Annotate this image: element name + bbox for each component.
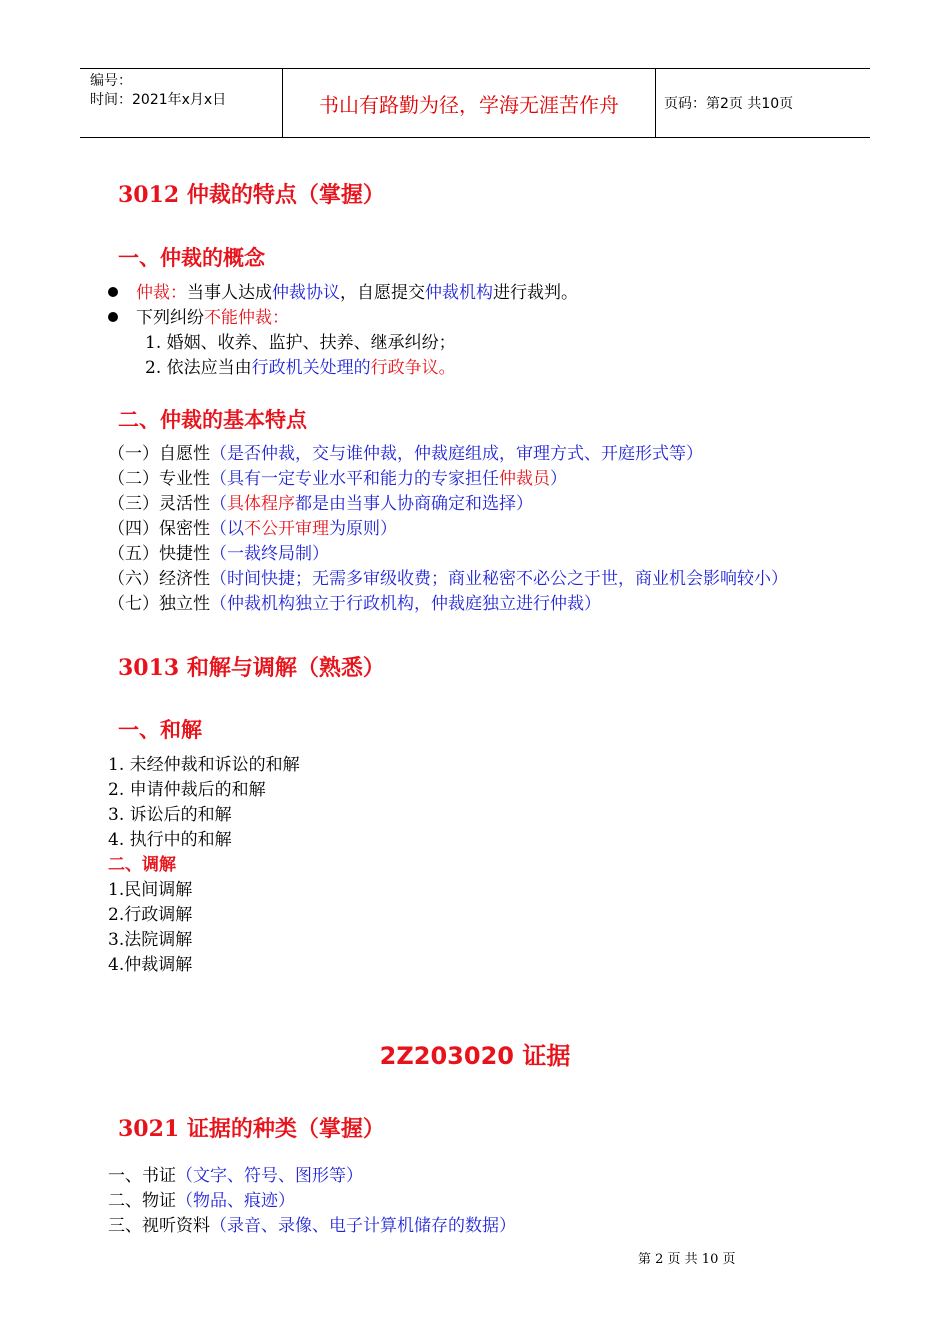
bullet-arbitration-definition xyxy=(108,281,578,306)
list-item: 1.民间调解 xyxy=(108,880,193,900)
term-institution: 仲裁机构 xyxy=(425,283,493,303)
bullet-dot-icon xyxy=(108,287,118,297)
section-3021-title: 3021 证据的种类（掌握） xyxy=(118,1116,385,1142)
text: 进行裁判。 xyxy=(493,283,578,303)
feature-row xyxy=(108,592,788,617)
text-blue: 行政机关处理的 xyxy=(251,358,371,378)
evidence-detail: （录音、录像、电子计算机储存的数据） xyxy=(210,1216,516,1236)
feature-detail: 都是由当事人协商确定和选择 xyxy=(295,494,516,514)
feature-label: （三）灵活性 xyxy=(108,494,210,514)
list-item: 3.法院调解 xyxy=(108,930,193,950)
list-item xyxy=(145,356,456,381)
evidence-label: 一、书证 xyxy=(108,1166,176,1186)
evidence-detail: （物品、痕迹） xyxy=(176,1191,295,1211)
page-header xyxy=(80,68,870,138)
mediation-heading: 二、调解 xyxy=(108,855,176,875)
text: ，自愿提交 xyxy=(340,283,425,303)
list-item: 1. 婚姻、收养、监护、扶养、继承纠纷； xyxy=(145,333,456,353)
list-item: 3. 诉讼后的和解 xyxy=(108,805,232,825)
evidence-label: 三、视听资料 xyxy=(108,1216,210,1236)
header-divider-right xyxy=(655,69,656,137)
paren-open: （ xyxy=(210,469,227,489)
chapter-title: 2Z203020 证据 xyxy=(379,1042,571,1070)
bullet-dot-icon xyxy=(108,312,118,322)
evidence-detail: （文字、符号、图形等） xyxy=(176,1166,363,1186)
list-item: 2.行政调解 xyxy=(108,905,193,925)
evidence-label: 二、物证 xyxy=(108,1191,176,1211)
paren-close: ） xyxy=(380,519,397,539)
text-red: 行政争议。 xyxy=(370,358,456,378)
feature-row xyxy=(108,467,788,492)
evidence-row xyxy=(108,1189,516,1214)
paren-close: ） xyxy=(312,544,329,564)
feature-row xyxy=(108,492,788,517)
text: 当事人达成 xyxy=(187,283,272,303)
bullet-non-arbitrable xyxy=(108,306,289,331)
feature-detail: 时间快捷；无需多审级收费；商业秘密不必公之于世，商业机会影响较小 xyxy=(227,569,771,589)
paren-close: ） xyxy=(686,444,703,464)
feature-label: （四）保密性 xyxy=(108,519,210,539)
section-3012-title: 3012 仲裁的特点（掌握） xyxy=(118,182,385,208)
paren-open: （ xyxy=(210,569,227,589)
paren-close: ） xyxy=(771,569,788,589)
term: 仲裁： xyxy=(136,283,187,303)
feature-highlight: 仲裁员 xyxy=(499,469,550,489)
paren-close: ） xyxy=(584,594,601,614)
term-not-arbitrable: 不能仲裁： xyxy=(204,308,289,328)
feature-detail: 具有一定专业水平和能力的专家担任 xyxy=(227,469,499,489)
feature-detail: 以 xyxy=(227,519,244,539)
settle-heading: 一、和解 xyxy=(118,717,202,742)
feature-label: （七）独立性 xyxy=(108,594,210,614)
settle-list xyxy=(108,753,300,853)
features-list xyxy=(108,442,788,617)
features-heading: 二、仲裁的基本特点 xyxy=(118,407,307,432)
paren-open: （ xyxy=(210,444,227,464)
list-item: 4.仲裁调解 xyxy=(108,955,193,975)
paren-open: （ xyxy=(210,519,227,539)
list-item: 1. 未经仲裁和诉讼的和解 xyxy=(108,755,300,775)
paren-close: ） xyxy=(550,469,567,489)
feature-label: （六）经济性 xyxy=(108,569,210,589)
term-agreement: 仲裁协议 xyxy=(272,283,340,303)
feature-label: （五）快捷性 xyxy=(108,544,210,564)
evidence-row xyxy=(108,1214,516,1239)
header-page-info: 页码：第2页 共10页 xyxy=(664,96,794,112)
feature-row xyxy=(108,517,788,542)
list-item: 2. 申请仲裁后的和解 xyxy=(108,780,266,800)
feature-row xyxy=(108,567,788,592)
concept-heading: 一、仲裁的概念 xyxy=(118,245,265,270)
section-3013-title: 3013 和解与调解（熟悉） xyxy=(118,655,385,681)
header-motto: 书山有路勤为径，学海无涯苦作舟 xyxy=(319,92,619,117)
feature-row xyxy=(108,542,788,567)
header-left-cell xyxy=(90,72,226,110)
number-label: 编号： xyxy=(90,73,132,89)
feature-highlight: 具体程序 xyxy=(227,494,295,514)
feature-row xyxy=(108,442,788,467)
feature-detail: 是否仲裁，交与谁仲裁，仲裁庭组成，审理方式、开庭形式等 xyxy=(227,444,686,464)
page-footer: 第 2 页 共 10 页 xyxy=(638,1252,736,1267)
paren-close: ） xyxy=(516,494,533,514)
paren-open: （ xyxy=(210,494,227,514)
feature-detail: 一裁终局制 xyxy=(227,544,312,564)
feature-label: （一）自愿性 xyxy=(108,444,210,464)
feature-highlight: 不公开审理 xyxy=(244,519,329,539)
feature-label: （二）专业性 xyxy=(108,469,210,489)
paren-open: （ xyxy=(210,594,227,614)
feature-detail: 为原则 xyxy=(329,519,380,539)
text: 2. 依法应当由 xyxy=(145,358,252,378)
mediation-list xyxy=(108,878,192,978)
evidence-list xyxy=(108,1164,516,1239)
text: 下列纠纷 xyxy=(136,308,204,328)
list-item: 4. 执行中的和解 xyxy=(108,830,232,850)
feature-detail: 仲裁机构独立于行政机构，仲裁庭独立进行仲裁 xyxy=(227,594,584,614)
date-line: 时间：2021年x月x日 xyxy=(90,92,227,108)
evidence-row xyxy=(108,1164,516,1189)
paren-open: （ xyxy=(210,544,227,564)
